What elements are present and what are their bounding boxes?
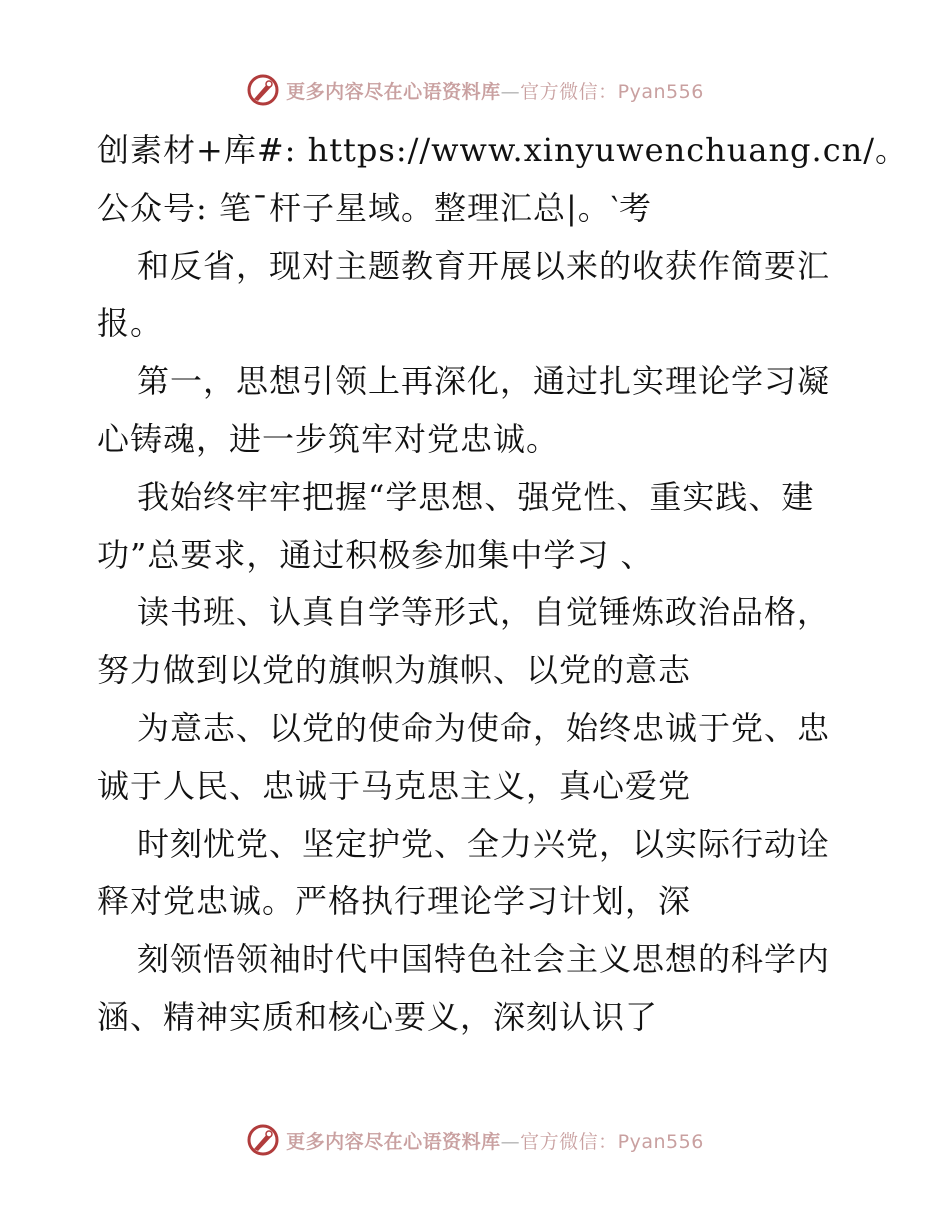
text-line: 释对党忠诚。严格执行理论学习计划，深 [97, 882, 692, 921]
text-line: 读书班、认真自学等形式，自觉锤炼政治品格， [137, 593, 831, 632]
banner-wechat-text: 官方微信：Pyan556 [520, 1130, 704, 1153]
document-body [0, 122, 950, 1047]
banner-separator: — [500, 1130, 521, 1153]
text-line: 功”总要求，通过积极参加集中学习 、 [97, 535, 654, 574]
text-line: 第一，思想引领上再深化，通过扎实理论学习凝 [137, 362, 831, 401]
banner-main-text: 更多内容尽在心语资料库 [286, 80, 501, 103]
text-line: 报。 [97, 304, 164, 343]
text-line: 创素材+库#: https://www.xinyuwenchuang.cn/。 [97, 131, 909, 169]
text-line: 诚于人民、忠诚于马克思主义，真心爱党 [97, 766, 692, 805]
text-line: 时刻忧党、坚定护党、全力兴党，以实际行动诠 [137, 824, 831, 863]
text-line: 涵、精神实质和核心要义，深刻认识了 [97, 997, 659, 1036]
banner-main-text: 更多内容尽在心语资料库 [286, 1130, 501, 1153]
banner-separator: — [500, 80, 521, 103]
banner-text [286, 1127, 704, 1154]
text-line: 刻领悟领袖时代中国特色社会主义思想的科学内 [137, 940, 831, 979]
text-line: 努力做到以党的旗帜为旗帜、以党的意志 [97, 651, 692, 690]
banner-wechat-text: 官方微信：Pyan556 [520, 80, 704, 103]
brand-logo-icon [246, 73, 280, 107]
text-line: 公众号: 笔¯杆子星域。整理汇总|。‵考 [97, 188, 653, 227]
text-line: 我始终牢牢把握“学思想、强党性、重实践、建 [137, 477, 815, 516]
footer-banner [0, 1120, 950, 1160]
text-line: 和反省，现对主题教育开展以来的收获作简要汇 [137, 246, 831, 285]
banner-text [286, 77, 704, 104]
header-banner [0, 70, 950, 110]
text-line: 心铸魂，进一步筑牢对党忠诚。 [97, 419, 560, 458]
brand-logo-icon [246, 1123, 280, 1157]
text-line: 为意志、以党的使命为使命，始终忠诚于党、忠 [137, 708, 831, 747]
